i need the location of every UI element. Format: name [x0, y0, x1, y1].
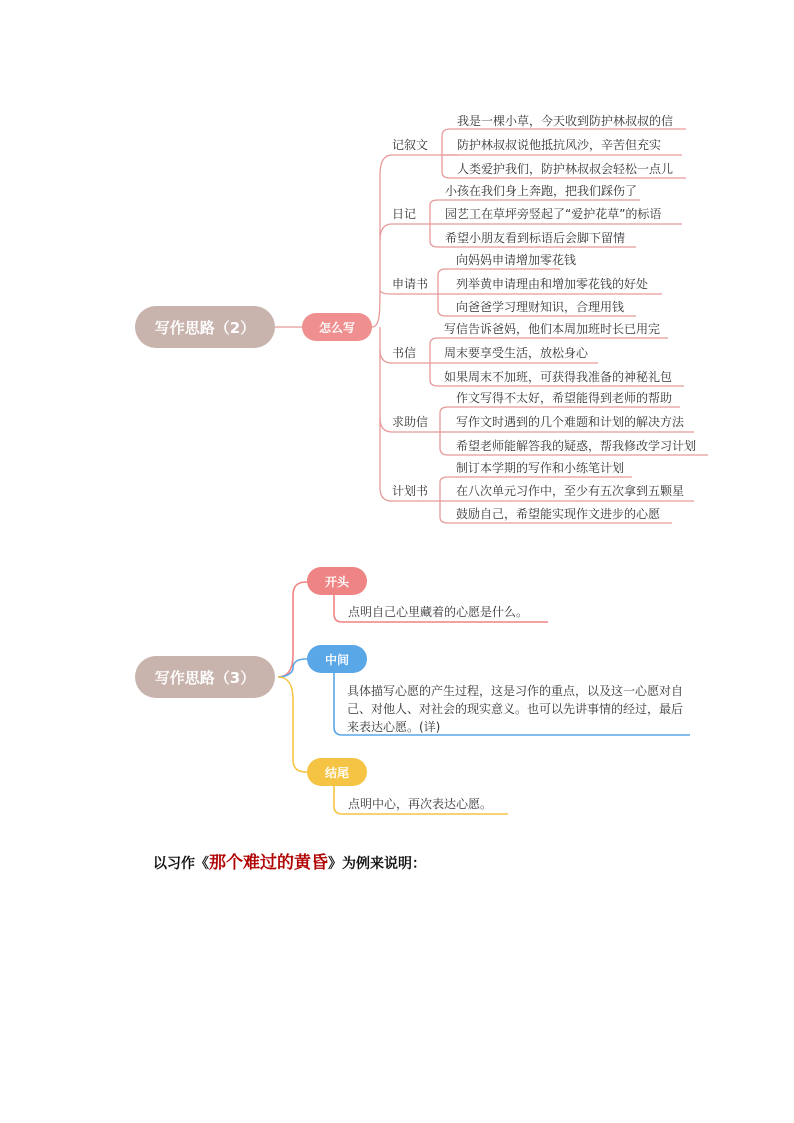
leaf-text: 希望老师能解答我的疑惑，帮我修改学习计划 — [456, 439, 697, 453]
branch-node-end: 结尾 — [307, 758, 367, 786]
leaf-text: 如果周末不加班，可获得我准备的神秘礼包 — [444, 370, 673, 384]
leaf-text: 制订本学期的写作和小练笔计划 — [456, 461, 625, 475]
leaf-text: 向爸爸学习理财知识，合理用钱 — [456, 300, 625, 314]
category-label-letter: 书信 — [392, 346, 417, 360]
example-caption — [153, 848, 426, 873]
leaf-text: 列举黄申请理由和增加零花钱的好处 — [456, 277, 649, 291]
branch-detail-middle: 具体描写心愿的产生过程，这是习作的重点，以及这一心愿对自己、对他人、对社会的现实意义。也可以先讲事情的经过，最后来表达心愿。(详) — [347, 684, 684, 734]
branch-line-middle — [278, 659, 310, 677]
category-label-narrative: 记叙文 — [392, 138, 429, 152]
category-label-help-letter: 求助信 — [392, 415, 429, 429]
leaf-text: 我是一棵小草，今天收到防护林叔叔的信 — [457, 114, 674, 128]
leaf-text: 小孩在我们身上奔跑，把我们踩伤了 — [445, 184, 638, 198]
category-label-diary: 日记 — [392, 207, 417, 221]
leaf-text: 向妈妈申请增加零花钱 — [456, 253, 577, 267]
caption-title: 那个难过的黄昏 — [209, 853, 328, 873]
branch-node-start: 开头 — [307, 567, 367, 595]
leaf-text: 写信告诉爸妈，他们本周加班时长已用完 — [444, 322, 661, 336]
leaf-text: 作文写得不太好，希望能得到老师的帮助 — [456, 391, 673, 405]
leaf-text: 写作文时遇到的几个难题和计划的解决方法 — [456, 415, 685, 429]
leaf-text: 在八次单元习作中，至少有五次拿到五颗星 — [456, 484, 685, 498]
mindmap3-root-node: 写作思路（3） — [135, 656, 275, 698]
mindmap2-root-node: 写作思路（2） — [135, 306, 275, 348]
leaf-text: 周末要享受生活，放松身心 — [444, 346, 589, 360]
branch-line-end — [278, 677, 310, 772]
branch-node-middle: 中间 — [307, 645, 367, 673]
leaf-text: 园艺工在草坪旁竖起了“爱护花草”的标语 — [445, 207, 662, 221]
branch-line-2 — [380, 224, 430, 240]
caption-suffix: 》为例来说明： — [328, 856, 426, 872]
leaf-text: 鼓励自己，希望能实现作文进步的心愿 — [456, 507, 661, 521]
branch-detail-end: 点明中心，再次表达心愿。 — [348, 797, 493, 811]
category-label-application: 申请书 — [392, 277, 429, 291]
leaf-text: 希望小朋友看到标语后会脚下留情 — [445, 231, 626, 245]
branch-detail-start: 点明自己心里藏着的心愿是什么。 — [348, 605, 529, 619]
mindmap2-center-node: 怎么写 — [302, 313, 372, 341]
leaf-text: 防护林叔叔说他抵抗风沙，辛苦但充实 — [457, 138, 662, 152]
category-label-plan: 计划书 — [392, 484, 429, 498]
leaf-text: 人类爱护我们，防护林叔叔会轻松一点儿 — [457, 162, 674, 176]
caption-prefix: 以习作《 — [153, 856, 209, 872]
